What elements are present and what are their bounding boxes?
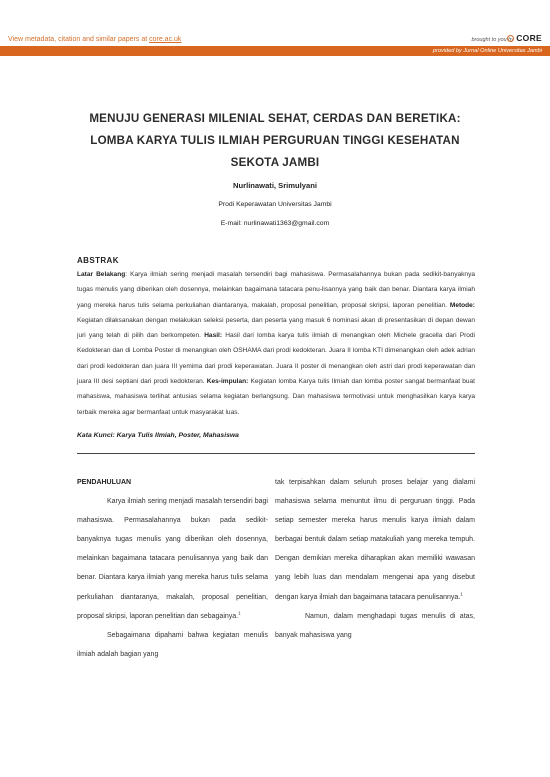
metadata-link[interactable] [8,36,181,43]
paragraph-right-1 [275,473,475,607]
footnote-ref: 1 [238,610,241,616]
paragraph-left-1-text: Karya ilmiah sering menjadi masalah tersendiri bagi mahasiswa. Permasalahannya bukan pada sedikit-banyaknya tugas menulis yang diberikan oleh dosennya, melainkan bagaimana tatacara penulisannya yang baik dan benar. Diantara karya ilmiah yang mereka harus tulis selama perkuliahan diantaranya, makalah, proposal penelitian, proposal skripsi, laporan penelitian dan sebagainya. [77,498,268,620]
authors: Nurlinawati, Srimulyani [233,181,317,190]
metode-text: Kegiatan dilaksanakan dengan melakukan seleksi peserta, dan peserta yang masuk 6 nominasi akan di presentasikan di depan dewan juri yang telah di pilih dan berkompeten. [77,316,475,340]
paper-title-line-3: SEKOTA JAMBI [230,156,320,169]
paragraph-left-1 [77,492,268,626]
email: E-mail: nurlinawati1363@gmail.com [220,220,330,227]
brought-to-you-text: brought to you by [471,37,514,43]
hasil-text: Hasil dari lomba karya tulis ilmiah di menangkan oleh Michele gracella dari Prodi Kedokteran dan di Lomba Poster di menangkan oleh OSHAMA dari prodi kedokteran. Juara II lomba KTI dimenangkan oleh adek adrian dari prodi kedokteran dan juara III yemima dari prodi keperawatan. Juara II poster di menangkan oleh astri dari prodi keperawatan dan juara III desi septiani dari prodi kedokteran. [77,332,475,386]
kesimpulan-label: Kes-impulan: [206,378,249,386]
paper-title-line-1: MENUJU GENERASI MILENIAL SEHAT, CERDAS DAN BERETIKA: [89,112,461,125]
affiliation: Prodi Keperawatan Universitas Jambi [218,201,332,208]
section-heading: PENDAHULUAN [77,479,132,486]
core-logo-icon [507,35,514,42]
metode-label: Metode: [449,301,475,309]
footnote-ref: 1 [460,591,463,597]
latar-text: : Karya ilmiah sering menjadi masalah tersendiri bagi mahasiswa. Permasalahannya bukan pada sedikit-banyaknya tugas menulis yang diberikan oleh dosennya, melainkan bagaimana tatacara penu-lisannya yang baik dan benar. Diantara karya ilmiah yang mereka harus tulis selama perkuliahan diantaranya, makalah, proposal penelitian, proposal skripsi, laporan penelitian. [77,271,475,309]
divider [77,453,475,454]
paragraph-right-1-text: tak terpisahkan dalam seluruh proses belajar yang dialami mahasiswa selama menuntut ilmu di perguruan tinggi. Pada setiap semester mereka harus menulis karya ilmiah dalam berbagai bentuk dalam setiap matakuliah yang mereka tempuh. Dengan demikian mereka diharapkan akan memiliki wawasan yang lebih luas dan mendalam mengenai apa yang disebut dengan karya ilmiah dan bagaimana tatacara penulisannya. [275,479,475,601]
paper-title-line-2: LOMBA KARYA TULIS ILMIAH PERGURUAN TINGGI KESEHATAN [90,134,460,147]
keywords: Kata Kunci: Karya Tulis Ilmiah, Poster, Mahasiswa [77,432,239,439]
provided-by-text[interactable]: provided by Jurnal Online Universitas Jambi [432,47,542,54]
latar-label: Latar Belakang [77,271,126,278]
provided-by-bar [0,46,550,56]
metadata-link-prefix: View metadata, citation and similar papers at [8,36,150,43]
body-column-right [275,473,475,645]
core-logo-text: CORE [516,33,542,43]
hasil-label: Hasil: [204,332,223,340]
paragraph-right-2: Namun, dalam menghadapi tugas menulis di atas, banyak mahasiswa yang [275,612,475,639]
core-header [0,0,550,55]
paragraph-left-2: Sebagaimana dipahami bahwa kegiatan menulis ilmiah adalah bagian yang [77,631,268,658]
abstract-body [77,267,475,420]
kesimpulan-text: Kegiatan lomba Karya tulis Ilmiah dan lomba poster sangat bermanfaat buat mahasiswa, mahasiswa terlihat antusias selama kegiatan berlangsung. Dan mahasiswa termotivasi untuk menghasilkan karya karya terbaik mereka agar bermanfaat untuk masyarakat luas. [77,378,475,416]
body-column-left [77,473,268,664]
core-link[interactable]: core.ac.uk [149,36,182,43]
core-logo[interactable] [507,33,542,43]
abstract-heading: ABSTRAK [77,256,119,265]
